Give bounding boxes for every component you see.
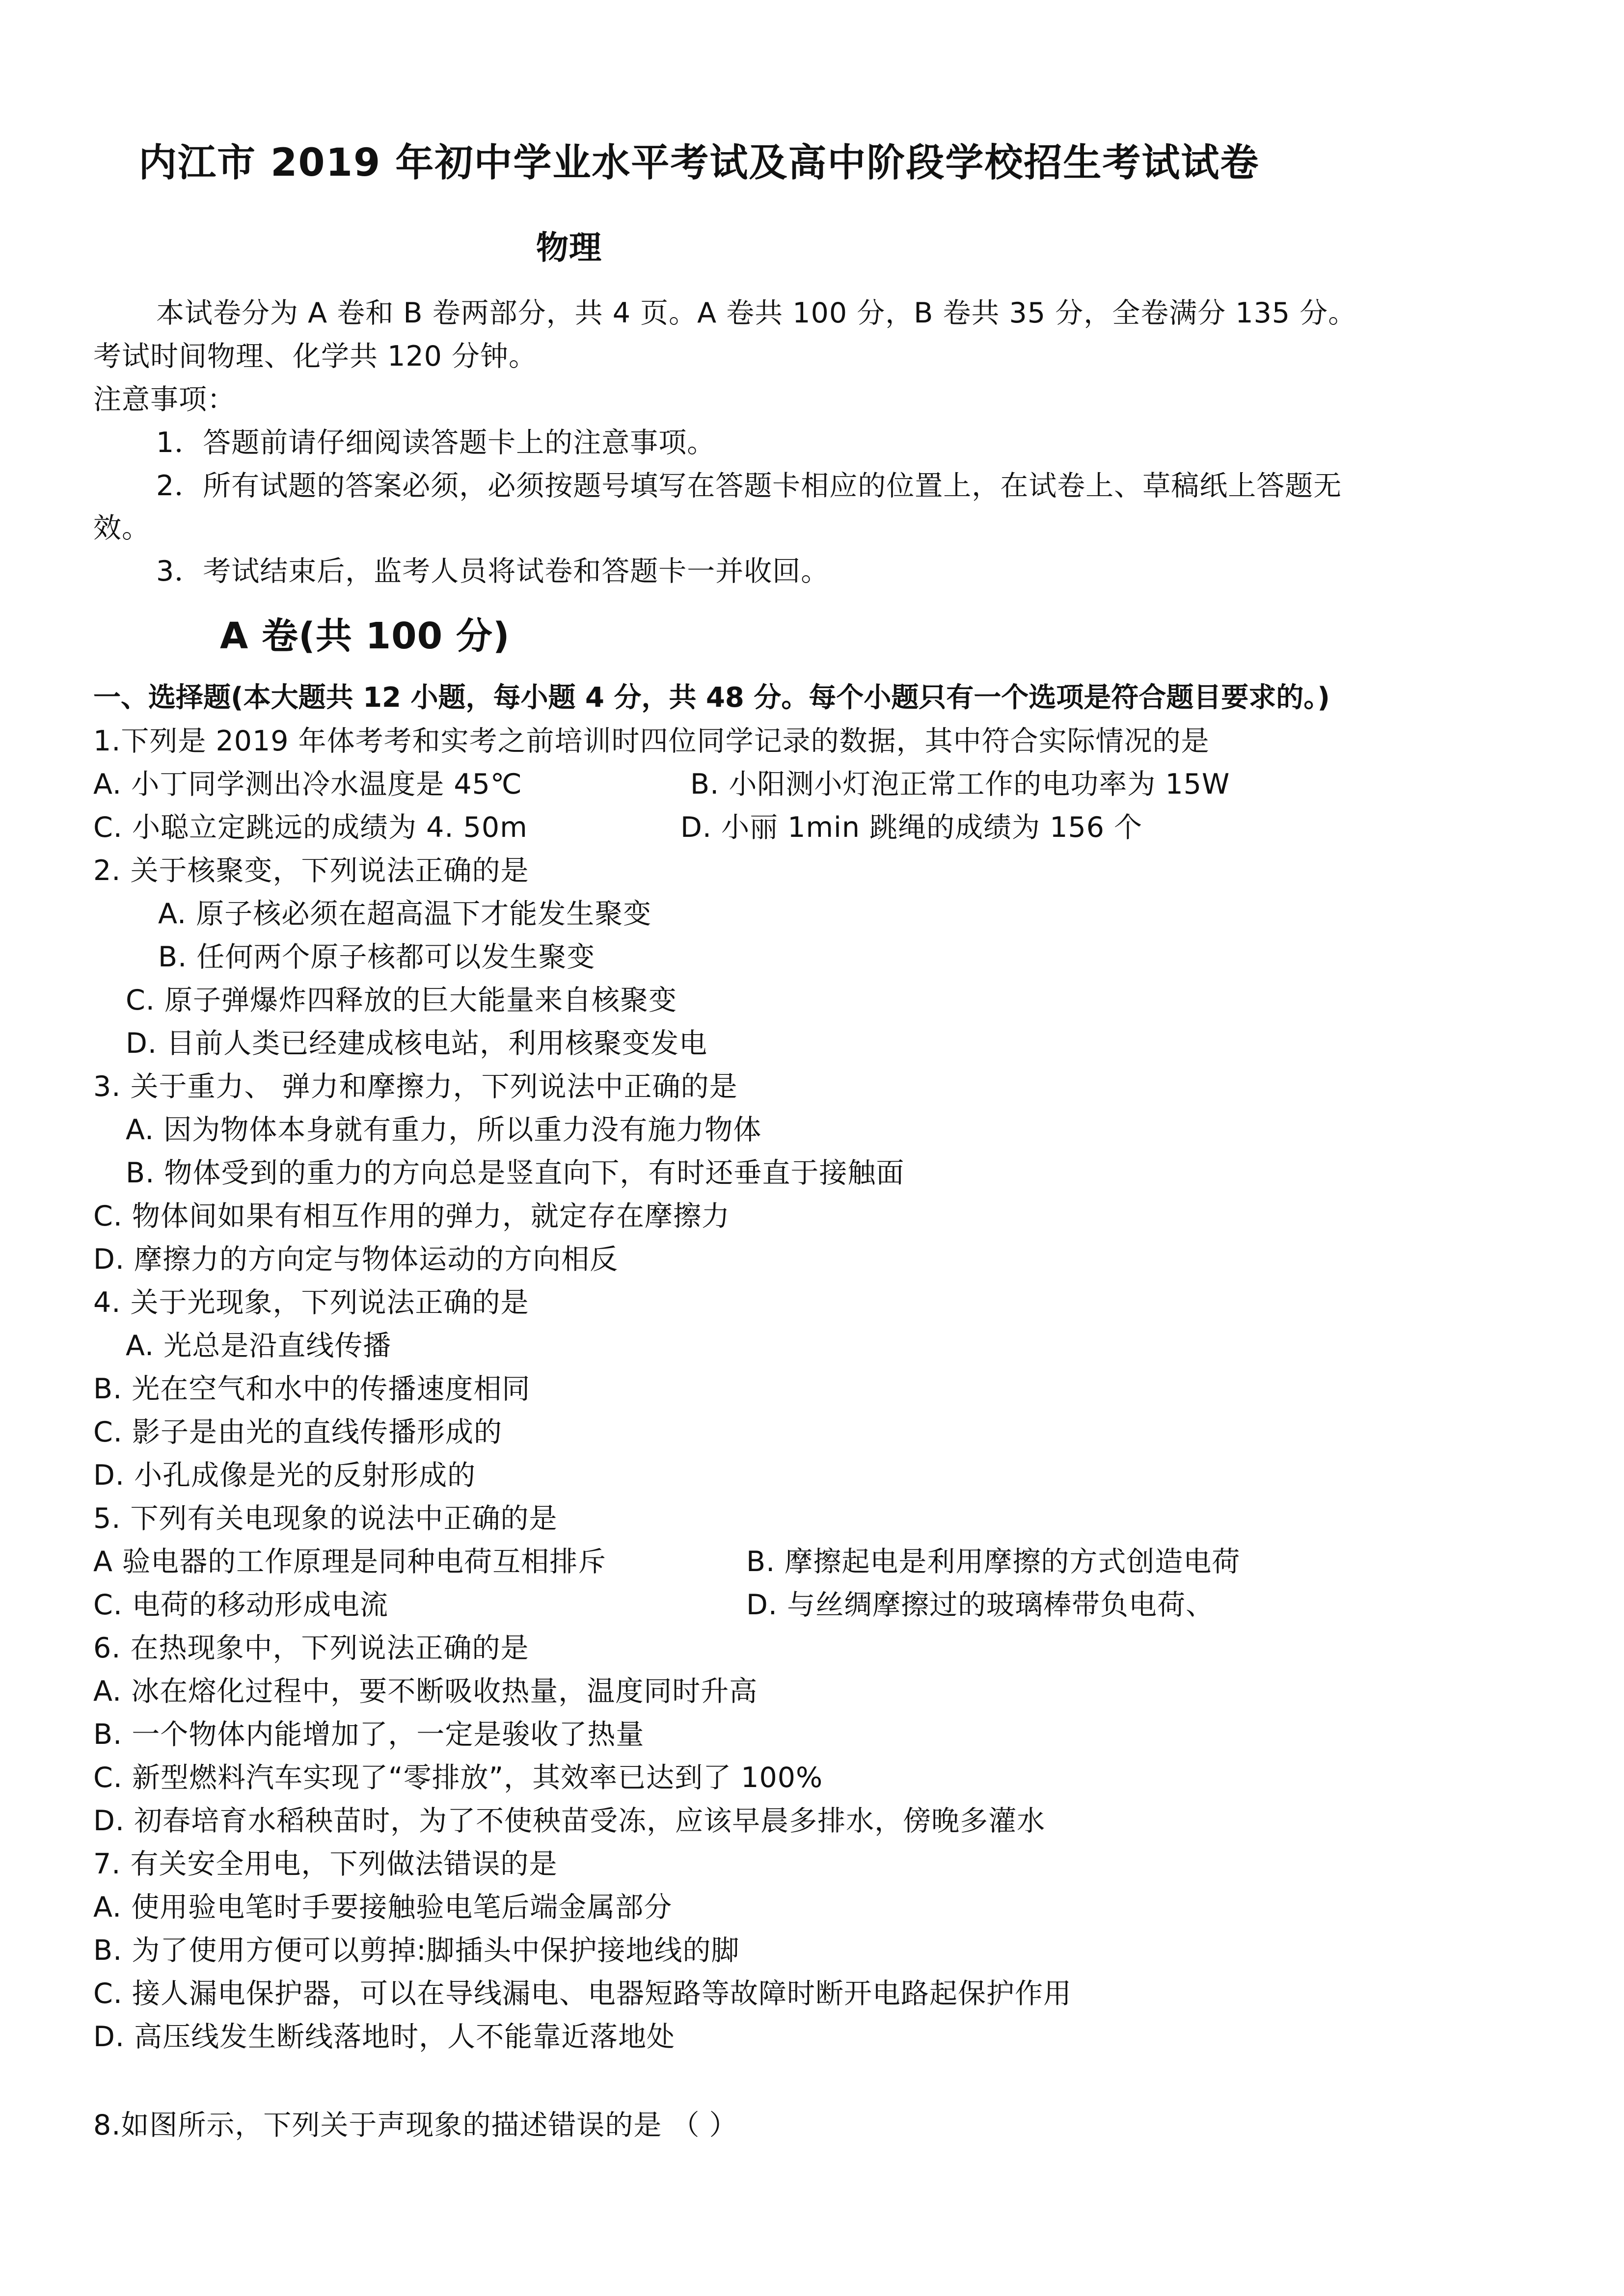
- question-2-option-c: C. 原子弹爆炸四释放的巨大能量来自核聚变: [126, 984, 677, 1016]
- question-5-option-b: B. 摩擦起电是利用摩擦的方式创造电荷: [746, 1546, 1241, 1578]
- notice-item-2: 2．所有试题的答案必须，必须按题号填写在答题卡相应的位置上，在试卷上、草稿纸上答题无: [156, 470, 1342, 502]
- question-6-option-d: D. 初春培育水稻秧苗时，为了不使秧苗受冻，应该早晨多排水，傍晚多灌水: [93, 1805, 1046, 1837]
- question-7-option-d: D. 高压线发生断线落地时，人不能靠近落地处: [93, 2021, 676, 2053]
- subject-title: 物理: [536, 229, 602, 267]
- question-6-option-c: C. 新型燃料汽车实现了“零排放”，其效率已达到了 100%: [93, 1762, 823, 1794]
- question-1-option-b: B. 小阳测小灯泡正常工作的电功率为 15W: [690, 768, 1230, 801]
- intro-line-1: 本试卷分为 A 卷和 B 卷两部分，共 4 页。A 卷共 100 分，B 卷共 35 分，全卷满分 135 分。: [156, 297, 1357, 329]
- question-6-option-a: A. 冰在熔化过程中，要不断吸收热量，温度同时升高: [93, 1675, 758, 1708]
- section-a-title: A 卷(共 100 分): [220, 615, 510, 657]
- question-1-option-c: C. 小聪立定跳远的成绩为 4. 50m: [93, 811, 528, 844]
- question-2-option-b: B. 任何两个原子核都可以发生聚变: [158, 941, 595, 973]
- question-2-option-d: D. 目前人类已经建成核电站，利用核聚变发电: [126, 1027, 708, 1060]
- part1-heading: 一、选择题(本大题共 12 小题，每小题 4 分，共 48 分。每个小题只有一个选项是符合题目要求的。): [93, 682, 1330, 714]
- exam-title: 内江市 2019 年初中学业水平考试及高中阶段学校招生考试试卷: [138, 141, 1260, 185]
- question-4-option-a: A. 光总是沿直线传播: [126, 1330, 392, 1362]
- question-7-option-b: B. 为了使用方便可以剪掉:脚插头中保护接地线的脚: [93, 1934, 740, 1967]
- question-5-option-d: D. 与丝绸摩擦过的玻璃棒带负电荷、: [746, 1589, 1215, 1621]
- question-8-stem: 8.如图所示，下列关于声现象的描述错误的是 （ ）: [93, 2109, 738, 2141]
- question-3-option-a: A. 因为物体本身就有重力，所以重力没有施力物体: [126, 1114, 762, 1146]
- question-4-option-b: B. 光在空气和水中的传播速度相同: [93, 1373, 531, 1405]
- question-7-option-c: C. 接人漏电保护器，可以在导线漏电、电器短路等故障时断开电路起保护作用: [93, 1977, 1072, 2010]
- question-3-stem: 3. 关于重力、 弹力和摩擦力，下列说法中正确的是: [93, 1070, 738, 1103]
- question-5-stem: 5. 下列有关电现象的说法中正确的是: [93, 1502, 558, 1535]
- question-3-option-d: D. 摩擦力的方向定与物体运动的方向相反: [93, 1243, 619, 1276]
- question-4-option-c: C. 影子是由光的直线传播形成的: [93, 1416, 503, 1448]
- question-3-option-c: C. 物体间如果有相互作用的弹力，就定存在摩擦力: [93, 1200, 731, 1232]
- question-1-option-a: A. 小丁同学测出冷水温度是 45℃: [93, 768, 522, 801]
- question-4-option-d: D. 小孔成像是光的反射形成的: [93, 1459, 476, 1492]
- question-6-stem: 6. 在热现象中，下列说法正确的是: [93, 1632, 529, 1664]
- notice-item-3: 3．考试结束后，监考人员将试卷和答题卡一并收回。: [156, 555, 830, 587]
- question-6-option-b: B. 一个物体内能增加了，一定是骏收了热量: [93, 1718, 645, 1751]
- notice-heading: 注意事项：: [93, 383, 236, 416]
- question-2-option-a: A. 原子核必须在超高温下才能发生聚变: [158, 898, 652, 930]
- question-1-stem: 1.下列是 2019 年体考考和实考之前培训时四位同学记录的数据，其中符合实际情况的是: [93, 725, 1210, 757]
- question-3-option-b: B. 物体受到的重力的方向总是竖直向下，有时还垂直于接触面: [126, 1157, 905, 1189]
- intro-line-2: 考试时间物理、化学共 120 分钟。: [93, 340, 538, 373]
- question-7-stem: 7. 有关安全用电，下列做法错误的是: [93, 1848, 558, 1880]
- notice-item-1: 1．答题前请仔细阅读答题卡上的注意事项。: [156, 427, 716, 459]
- notice-item-2-cont: 效。: [93, 512, 150, 544]
- question-5-option-c: C. 电荷的移动形成电流: [93, 1589, 389, 1621]
- question-4-stem: 4. 关于光现象，下列说法正确的是: [93, 1286, 529, 1319]
- question-2-stem: 2. 关于核聚变，下列说法正确的是: [93, 854, 529, 887]
- question-5-option-a: A 验电器的工作原理是同种电荷互相排斥: [93, 1546, 607, 1578]
- question-1-option-d: D. 小丽 1min 跳绳的成绩为 156 个: [680, 811, 1143, 844]
- question-7-option-a: A. 使用验电笔时手要接触验电笔后端金属部分: [93, 1891, 673, 1923]
